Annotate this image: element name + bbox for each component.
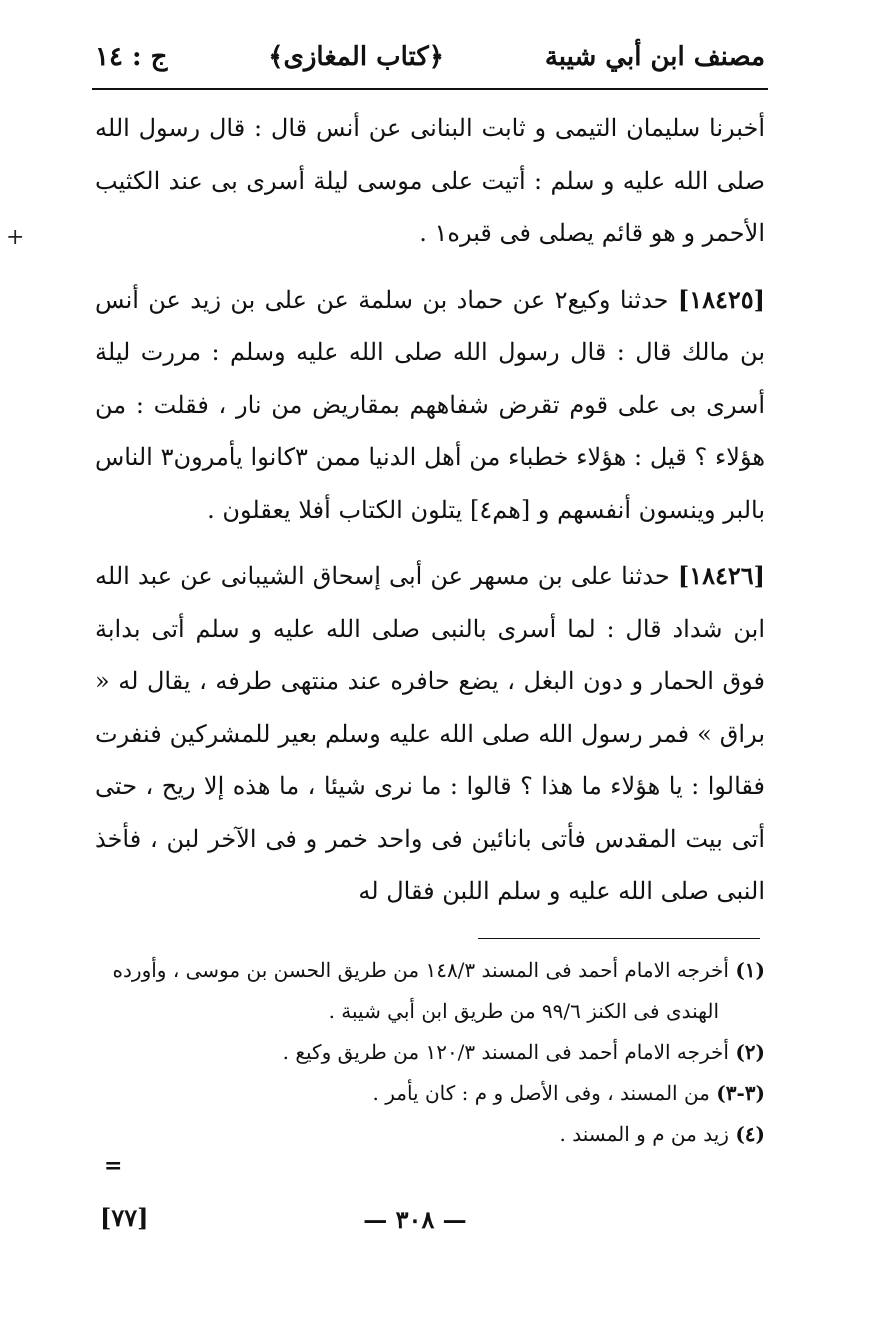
margin-cross-mark: +: [6, 225, 25, 250]
header-rule: [92, 88, 768, 90]
footnote-text: أخرجه الامام أحمد فى المسند ١٢٠/٣ من طريق وكيع .: [282, 1040, 729, 1064]
footnote-text: من المسند ، وفى الأصل و م : كان يأمر .: [372, 1081, 710, 1105]
plate-reference: [٧٧]: [100, 1203, 149, 1232]
footnote-separator: [478, 938, 760, 939]
footnote-text: الهندى فى الكنز ٩٩/٦ من طريق ابن أبي شيبة .: [328, 999, 719, 1023]
continuation-mark: =: [104, 1153, 123, 1179]
paragraph-hadith-18425: [95, 274, 765, 537]
paragraph-text: أخبرنا سليمان التيمى و ثابت البنانى عن أنس قال : قال رسول الله صلى الله عليه و سلم : أتيت على موسى ليلة أسرى بى عند الكثيب الأحمر و هو قائم يصلى فى قبره١ .: [95, 114, 765, 247]
chapter-title: ﴿كتاب المغازى﴾: [268, 42, 444, 72]
main-text: [95, 102, 765, 918]
footnote-marker: (٢): [735, 1040, 765, 1064]
footnote-marker: (٤): [735, 1122, 765, 1146]
paragraph-continuation: [95, 102, 765, 260]
footnote-marker: (٣-٣): [716, 1081, 765, 1105]
footnote: [95, 1114, 765, 1155]
running-header: [95, 32, 765, 82]
footnote-marker: (١): [735, 958, 765, 982]
volume-number: ج : ١٤: [95, 42, 168, 72]
footnote-text: زيد من م و المسند .: [559, 1122, 729, 1146]
page-number: — ٣٠٨ —: [363, 1205, 467, 1234]
footnote-text: أخرجه الامام أحمد فى المسند ١٤٨/٣ من طريق الحسن بن موسى ، وأورده: [112, 958, 729, 982]
paragraph-text: حدثنا وكيع٢ عن حماد بن سلمة عن على بن زيد عن أنس بن مالك قال : قال رسول الله صلى الله عليه وسلم : مررت ليلة أسرى بى على قوم تقرض شفاههم بمقاريض من نار ، فقلت : من هؤلاء ؟ قيل : هؤلاء خطباء من أهل الدنيا ممن ٣كانوا يأمرون٣ الناس بالبر وينسون أنفسهم و [هم٤] يتلون الكتاب أفلا يعقلون .: [95, 285, 766, 524]
book-title: مصنف ابن أبي شيبة: [544, 42, 765, 72]
footnote: [95, 950, 765, 991]
hadith-number: [١٨٤٢٥]: [677, 284, 766, 314]
footnotes: [95, 950, 765, 1155]
footnote: [95, 1073, 765, 1114]
footnote-continuation: [95, 991, 765, 1032]
hadith-number: [١٨٤٢٦]: [677, 561, 765, 590]
footnote: [95, 1032, 765, 1073]
paragraph-text: حدثنا على بن مسهر عن أبى إسحاق الشيبانى عن عبد الله ابن شداد قال : لما أسرى بالنبى صلى الله عليه و سلم أتى بدابة فوق الحمار و دون البغل ، يضع حافره عند منتهى طرفه ، يقال له « براق » فمر رسول الله صلى الله عليه وسلم بعير للمشركين فنفرت فقالوا : يا هؤلاء ما هذا ؟ قالوا : ما نرى شيئا ، ما هذه إلا ريح ، حتى أتى بيت المقدس فأتى بانائين فى واحد خمر و فى الآخر لبن ، فأخذ النبى صلى الله عليه و سلم اللبن فقال له: [95, 562, 766, 905]
paragraph-hadith-18426: [95, 550, 765, 918]
